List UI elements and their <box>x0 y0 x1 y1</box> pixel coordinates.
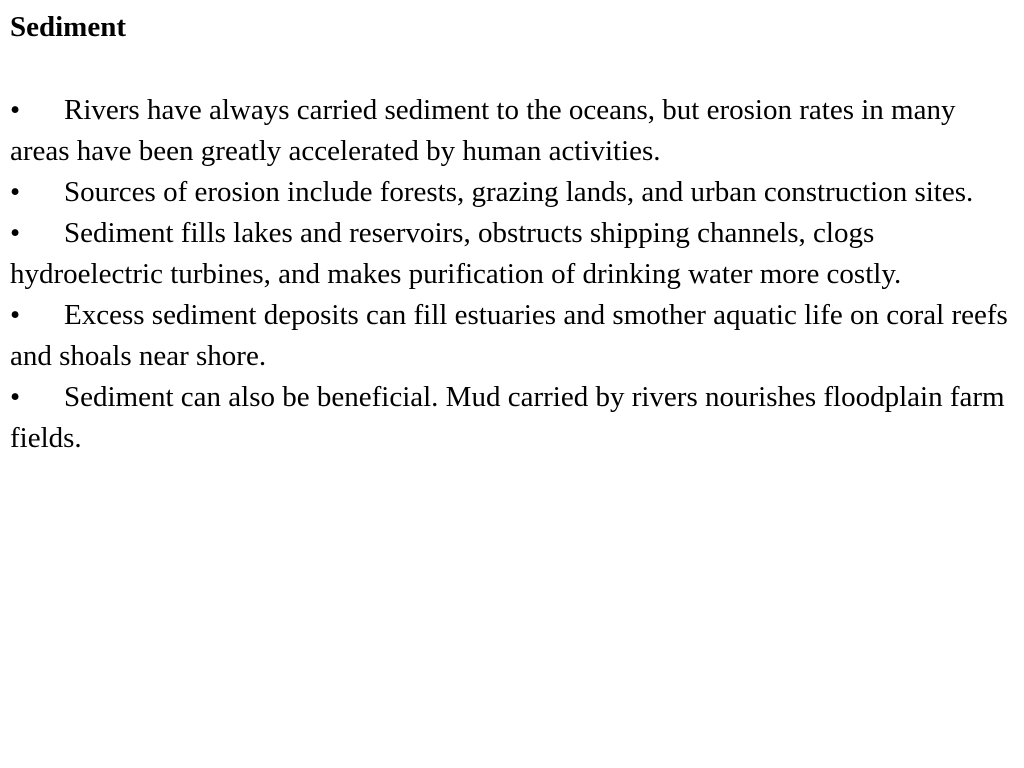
slide-content <box>10 8 1014 459</box>
bullet-text: Sources of erosion include forests, grazing lands, and urban construction sites. <box>64 176 974 208</box>
bullet-text: Excess sediment deposits can fill estuaries and smother aquatic life on coral reefs and shoals near shore. <box>10 299 1008 372</box>
bullet-mark: • <box>10 94 21 126</box>
title-spacer <box>10 46 1014 90</box>
bullet-mark: • <box>10 299 21 331</box>
bullet-item <box>10 172 1014 213</box>
bullet-item <box>10 90 1014 172</box>
bullet-mark: • <box>10 381 21 413</box>
bullet-text: Sediment fills lakes and reservoirs, obstructs shipping channels, clogs hydroelectric turbines, and makes purification of drinking water more costly. <box>10 217 902 290</box>
bullet-mark: • <box>10 217 21 249</box>
bullet-text: Rivers have always carried sediment to the oceans, but erosion rates in many areas have been greatly accelerated by human activities. <box>10 94 956 167</box>
bullet-mark: • <box>10 176 21 208</box>
bullet-text: Sediment can also be beneficial. Mud carried by rivers nourishes floodplain farm fields. <box>10 381 1005 454</box>
bullet-item <box>10 377 1014 459</box>
bullet-item <box>10 213 1014 295</box>
bullet-list <box>10 90 1014 459</box>
bullet-item <box>10 295 1014 377</box>
slide-title: Sediment <box>10 11 126 43</box>
